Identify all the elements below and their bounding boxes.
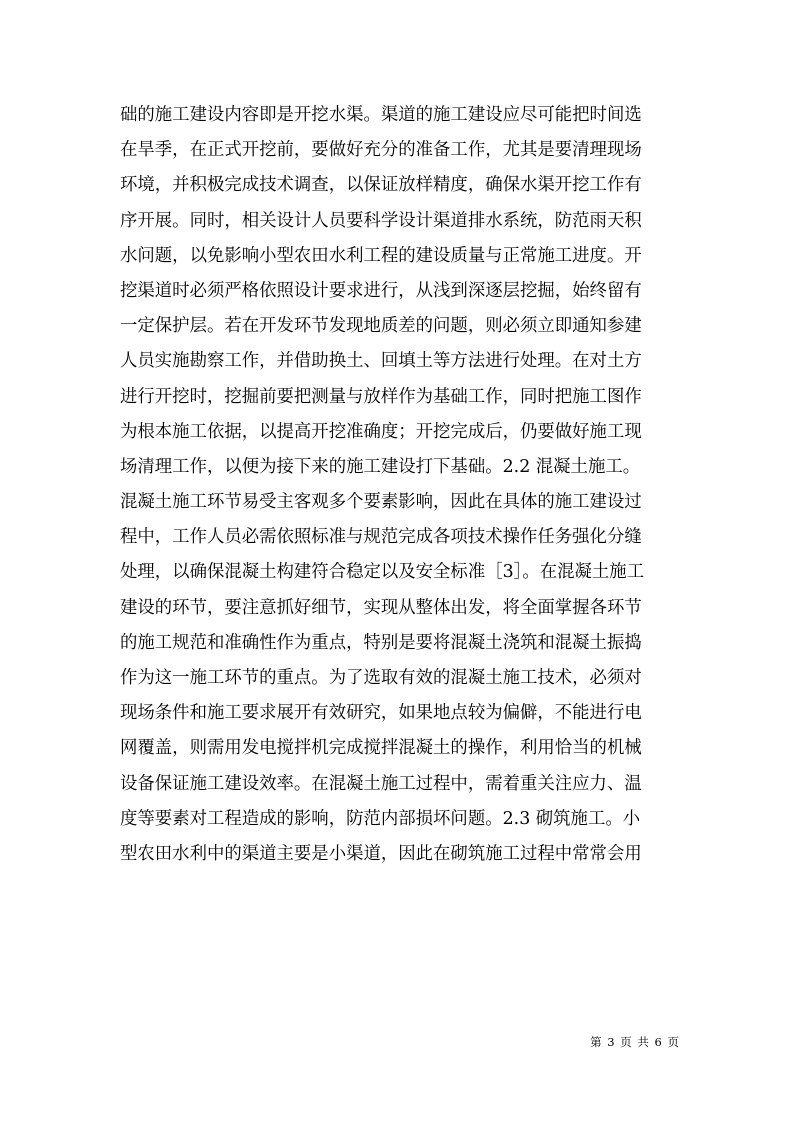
- text-line: 人员实施勘察工作，并借助换土、回填土等方法进行处理。在对土方: [120, 351, 642, 372]
- text-line: 型农田水利中的渠道主要是小渠道，因此在砌筑施工过程中常常会用: [120, 843, 642, 864]
- text-line: 水问题，以免影响小型农田水利工程的建设质量与正常施工进度。开: [120, 245, 642, 266]
- text-line: 程中，工作人员必需依照标准与规范完成各项技术操作任务强化分缝: [120, 527, 642, 548]
- text-line: 混凝土施工环节易受主客观多个要素影响，因此在具体的施工建设过: [120, 492, 642, 513]
- text-line: 进行开挖时，挖掘前要把测量与放样作为基础工作，同时把施工图作: [120, 386, 642, 407]
- text-line: 为根本施工依据，以提高开挖准确度；开挖完成后，仍要做好施工现: [120, 421, 642, 442]
- text-line: 础的施工建设内容即是开挖水渠。渠道的施工建设应尽可能把时间选: [120, 105, 642, 125]
- text-line: 网覆盖，则需用发电搅拌机完成搅拌混凝土的操作，利用恰当的机械: [120, 738, 642, 759]
- text-line: 作为这一施工环节的重点。为了选取有效的混凝土施工技术，必须对: [120, 668, 642, 688]
- text-line: 在旱季，在正式开挖前，要做好充分的准备工作，尤其是要清理现场: [120, 140, 642, 161]
- body-text: [120, 98, 680, 872]
- text-line: 一定保护层。若在开发环节发现地质差的问题，则必须立即通知参建: [120, 316, 642, 337]
- text-line: 场清理工作，以便为接下来的施工建设打下基础。2.2 混凝土施工。: [120, 456, 641, 477]
- text-line: 处理，以确保混凝土构建符合稳定以及安全标准［3］。在混凝土施工: [120, 562, 645, 583]
- text-line: 环境，并积极完成技术调查，以保证放样精度，确保水渠开挖工作有: [120, 175, 642, 196]
- text-line: 设备保证施工建设效率。在混凝土施工过程中，需着重关注应力、温: [120, 773, 642, 794]
- text-line: 现场条件和施工要求展开有效研究，如果地点较为偏僻，不能进行电: [120, 703, 642, 724]
- text-line: 挖渠道时必须严格依照设计要求进行，从浅到深逐层挖掘，始终留有: [120, 280, 642, 301]
- text-line: 度等要素对工程造成的影响，防范内部损坏问题。2.3 砌筑施工。小: [120, 808, 641, 829]
- text-line: 建设的环节，要注意抓好细节，实现从整体出发，将全面掌握各环节: [120, 597, 642, 618]
- text-line: 的施工规范和准确性作为重点，特别是要将混凝土浇筑和混凝土振捣: [120, 632, 642, 653]
- page-number-footer: 第 3 页 共 6 页: [590, 1035, 680, 1049]
- text-line: 序开展。同时，相关设计人员要科学设计渠道排水系统，防范雨天积: [120, 210, 642, 231]
